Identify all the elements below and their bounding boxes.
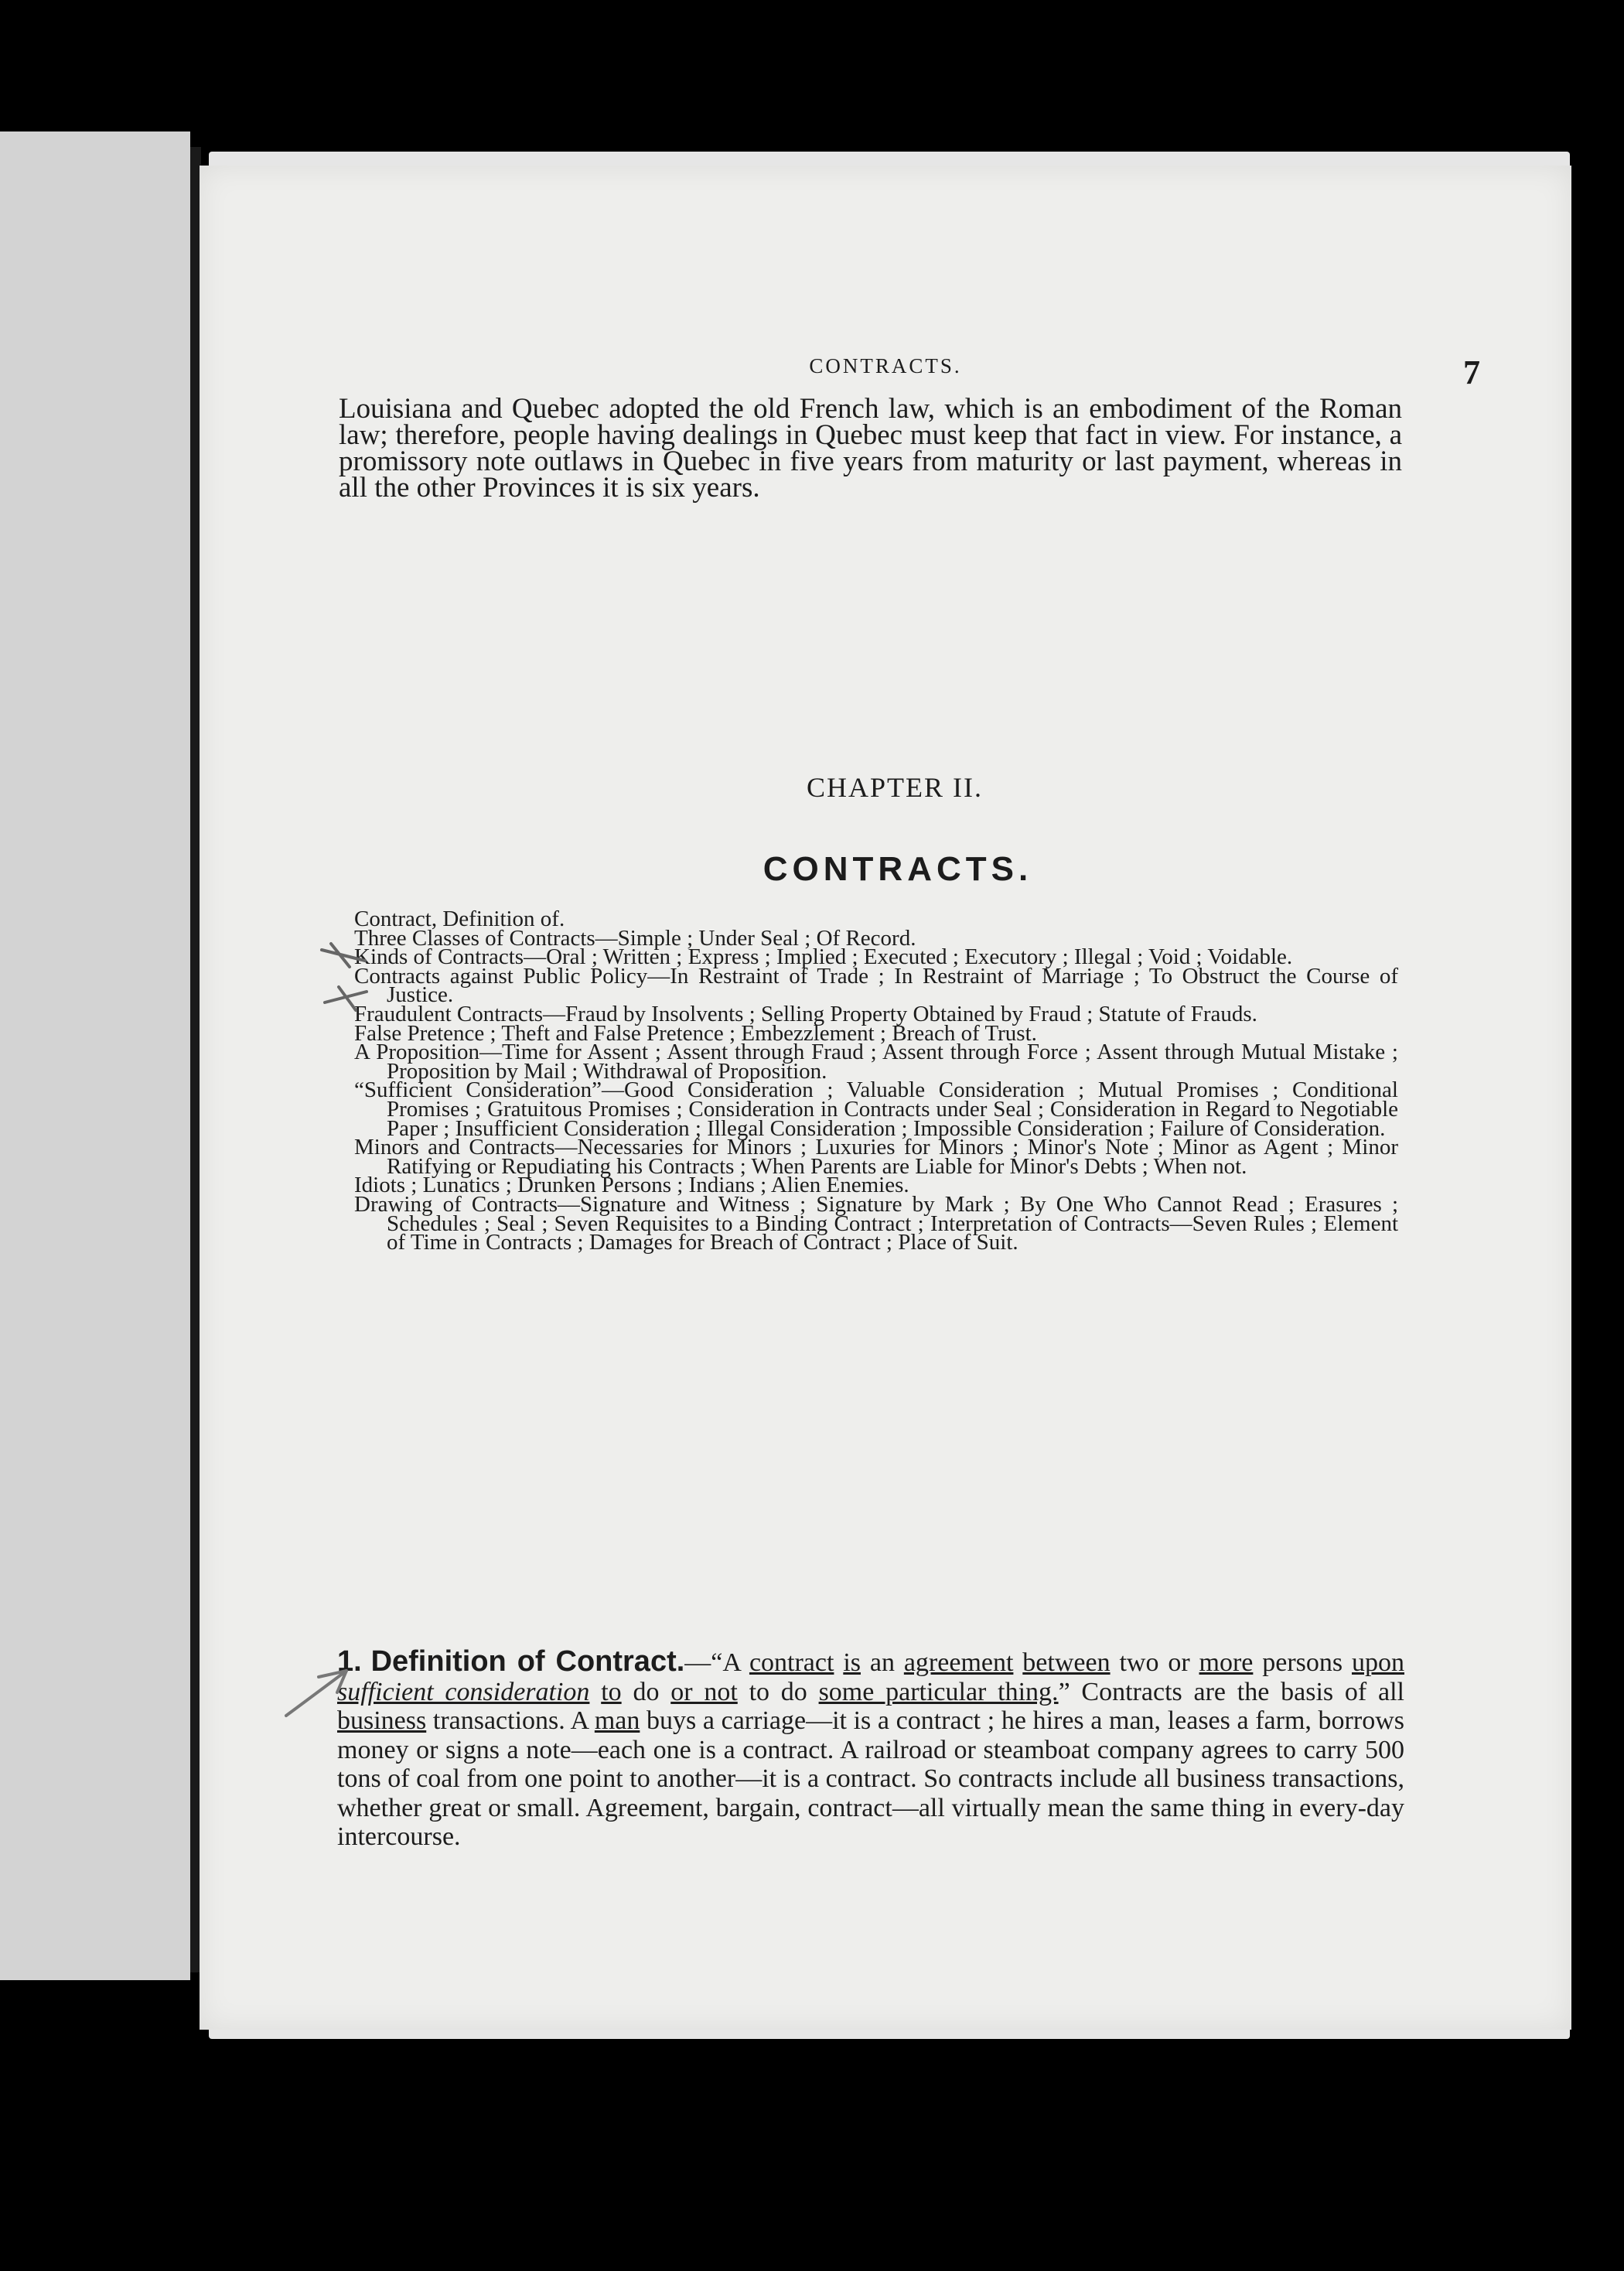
- topic-item: Contracts against Public Policy—In Restraint of Trade ; In Restraint of Marriage ; To Obstruct the Course of Justice.: [354, 963, 1398, 1008]
- paragraph-text: [1013, 1648, 1022, 1677]
- underlined-word: agreement: [903, 1648, 1014, 1677]
- underlined-word: man: [594, 1706, 640, 1735]
- paragraph-text: [834, 1648, 843, 1677]
- underlined-word: is: [843, 1648, 861, 1677]
- definition-paragraph: [337, 1645, 1404, 1852]
- underlined-word: sufficient consideration: [337, 1677, 590, 1706]
- intro-paragraph: Louisiana and Quebec adopted the old French law, which is an embodiment of the Roman law; therefore, people having dealings in Quebec must keep that fact in view. For instance, a promissory note outlaws in Quebec in five years from maturity or last payment, whereas in all the other Provinces it is six years.: [339, 393, 1402, 504]
- topic-item: Minors and Contracts—Necessaries for Minors ; Luxuries for Minors ; Minor's Note ; Minor as Agent ; Minor Ratifying or Repudiating his Contracts ; When Parents are Liable for Minor's Debts ; When not.: [354, 1135, 1398, 1179]
- paragraph-text: transactions. A: [426, 1706, 595, 1735]
- paragraph-text: do: [621, 1677, 671, 1706]
- chapter-topics: [354, 907, 1398, 1255]
- underlined-word: some particular thing.: [818, 1677, 1059, 1706]
- underlined-word: contract: [749, 1648, 834, 1677]
- page-number: 7: [1463, 353, 1480, 391]
- chapter-title: CONTRACTS.: [763, 850, 1033, 888]
- book-page: [200, 166, 1571, 2030]
- paragraph-text: two or: [1110, 1648, 1199, 1677]
- facing-page-edge: [0, 131, 190, 1980]
- underlined-word: more: [1199, 1648, 1254, 1677]
- topic-item: Idiots ; Lunatics ; Drunken Persons ; Indians ; Alien Enemies.: [354, 1173, 909, 1198]
- section-number: 1.: [337, 1645, 362, 1678]
- underlined-word: between: [1022, 1648, 1111, 1677]
- underlined-word: upon: [1352, 1648, 1404, 1677]
- topic-item: False Pretence ; Theft and False Pretence ; Embezzlement ; Breach of Trust.: [354, 1020, 1037, 1046]
- topic-item: Drawing of Contracts—Signature and Witness ; Signature by Mark ; By One Who Cannot Read ; Erasures ; Schedules ; Seal ; Seven Requisites to a Binding Contract ; Interpretation of Contracts—Seven Rules ; Element of Time in Contracts ; Damages for Breach of Contract ; Place of Suit.: [354, 1191, 1398, 1255]
- topic-item: Kinds of Contracts—Oral ; Written ; Express ; Implied ; Executed ; Executory ; Illegal ; Void ; Voidable.: [354, 944, 1293, 970]
- topic-item: Fraudulent Contracts—Fraud by Insolvents ; Selling Property Obtained by Fraud ; Statute of Frauds.: [354, 1001, 1257, 1026]
- paragraph-text: buys a carriage—it is a contract ; he hires a man, leases a farm, borrows money or signs a note—each one is a contract. A railroad or steamboat company agrees to carry 500 tons of coal from one point to another—it is a contract. So contracts include all business transactions, whether great or small. Agreement, bargain, contract—all virtually mean the same thing in every-day intercourse.: [337, 1706, 1404, 1851]
- paragraph-text: [589, 1678, 601, 1706]
- underlined-word: or not: [670, 1677, 738, 1706]
- topic-item: Three Classes of Contracts—Simple ; Under Seal ; Of Record.: [354, 925, 916, 951]
- paragraph-text: ” Contracts are the basis of all: [1058, 1677, 1404, 1706]
- paragraph-text: persons: [1253, 1648, 1352, 1677]
- paragraph-text: —“A: [684, 1648, 749, 1677]
- topic-item: Contract, Definition of.: [354, 907, 565, 931]
- underlined-word: to: [601, 1677, 622, 1706]
- section-heading: Definition of Contract.: [370, 1645, 685, 1678]
- topic-item: A Proposition—Time for Assent ; Assent through Fraud ; Assent through Force ; Assent through Mutual Mistake ; Proposition by Mail ; Withdrawal of Proposition.: [354, 1040, 1398, 1084]
- running-head: CONTRACTS.: [809, 354, 962, 377]
- paragraph-text: an: [861, 1648, 904, 1677]
- chapter-number: CHAPTER II.: [807, 772, 983, 803]
- topic-item: “Sufficient Consideration”—Good Consideration ; Valuable Consideration ; Mutual Promises ; Conditional Promises ; Gratuitous Promises ; Consideration in Contracts under Seal ; Consideration in Regard to Negotiable Paper ; Insufficient Consideration ; Illegal Consideration ; Impossible Consideration ; Failure of Consideration.: [354, 1077, 1398, 1141]
- paragraph-text: to do: [737, 1677, 819, 1706]
- underlined-word: business: [337, 1706, 427, 1735]
